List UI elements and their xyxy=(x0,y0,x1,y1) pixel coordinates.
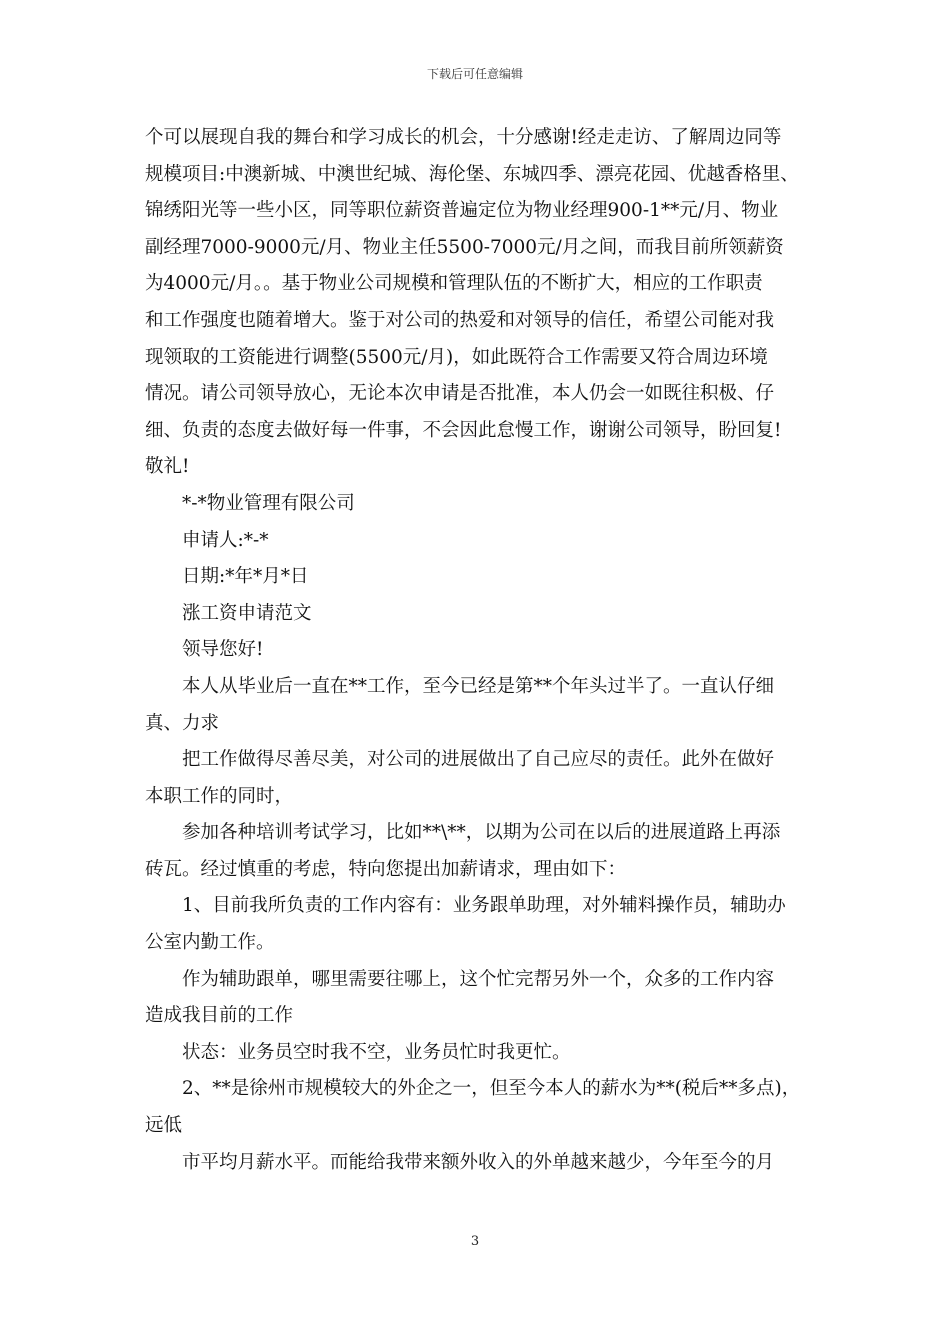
body-line: 参加各种培训考试学习，比如**\**，以期为公司在以后的进展道路上再添 xyxy=(182,822,781,844)
body-line: 远低 xyxy=(145,1115,183,1137)
body-line: 状态：业务员空时我不空，业务员忙时我更忙。 xyxy=(182,1041,571,1063)
body-line: 锦绣阳光等一些小区，同等职位薪资普遍定位为物业经理900-1**元/月、物业 xyxy=(145,200,779,222)
applicant-line: 申请人:*-* xyxy=(182,529,269,551)
body-line: 细、负责的态度去做好每一件事，不会因此怠慢工作，谢谢公司领导，盼回复! xyxy=(145,419,782,441)
page-header: 下载后可任意编辑 xyxy=(426,67,523,81)
body-line: 真、力求 xyxy=(145,712,220,734)
document-body xyxy=(145,120,810,1181)
body-line: 作为辅助跟单，哪里需要往哪上，这个忙完帮另外一个，众多的工作内容 xyxy=(182,968,775,990)
section-title: 涨工资申请范文 xyxy=(182,602,312,624)
body-line: 副经理7000-9000元/月、物业主任5500-7000元/月之间，而我目前所领薪资 xyxy=(145,236,784,258)
body-line: 公室内勤工作。 xyxy=(145,932,275,954)
body-line: 本人从毕业后一直在**工作，至今已经是第**个年头过半了。一直认仔细 xyxy=(182,675,775,697)
page-number: 3 xyxy=(470,1234,480,1249)
body-line: 个可以展现自我的舞台和学习成长的机会，十分感谢!经走走访、了解周边同等 xyxy=(145,127,782,148)
body-line: 情况。请公司领导放心，无论本次申请是否批准，本人仍会一如既往积极、仔 xyxy=(145,383,775,405)
body-line: 为4000元/月。。基于物业公司规模和管理队伍的不断扩大，相应的工作职责 xyxy=(145,273,763,295)
body-line: 把工作做得尽善尽美，对公司的进展做出了自己应尽的责任。此外在做好 xyxy=(182,749,775,771)
body-line: 2、**是徐州市规模较大的外企之一，但至今本人的薪水为**(税后**多点)， xyxy=(182,1078,801,1100)
body-line: 造成我目前的工作 xyxy=(145,1005,294,1027)
greeting: 领导您好! xyxy=(182,639,264,661)
company-name: *-*物业管理有限公司 xyxy=(182,492,355,514)
body-line: 1、目前我所负责的工作内容有：业务跟单助理，对外辅料操作员，辅助办 xyxy=(182,895,786,917)
body-line: 和工作强度也随着增大。鉴于对公司的热爱和对领导的信任，希望公司能对我 xyxy=(145,309,775,331)
body-line: 现领取的工资能进行调整(5500元/月)，如此既符合工作需要又符合周边环境 xyxy=(145,346,768,368)
date-line: 日期:*年*月*日 xyxy=(182,566,309,588)
body-line: 砖瓦。经过慎重的考虑，特向您提出加薪请求，理由如下： xyxy=(145,858,627,880)
body-line: 本职工作的同时， xyxy=(145,785,294,807)
body-line: 市平均月薪水平。而能给我带来额外收入的外单越来越少，今年至今的月 xyxy=(182,1151,775,1173)
body-line: 规模项目:中澳新城、中澳世纪城、海伦堡、东城四季、漂亮花园、优越香格里、 xyxy=(145,163,799,185)
closing-salutation: 敬礼! xyxy=(145,456,190,478)
